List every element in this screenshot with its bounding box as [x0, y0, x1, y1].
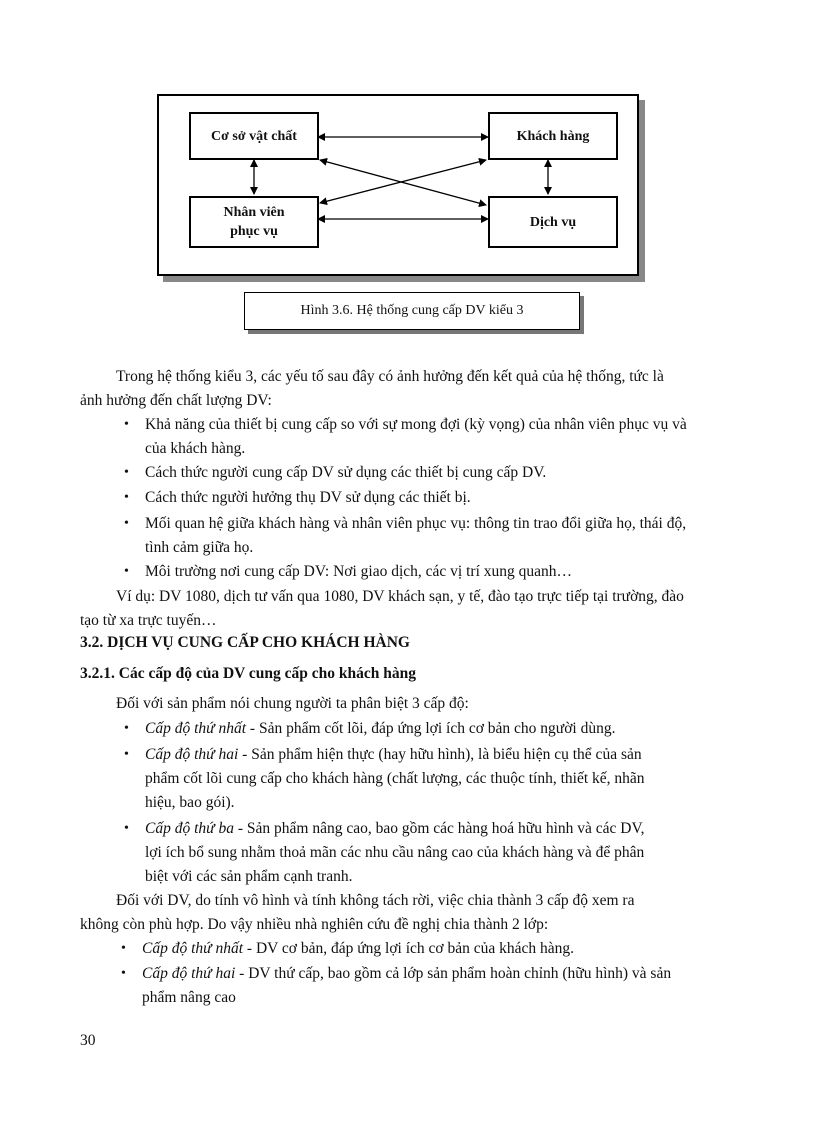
factor-4-line-2: tình cảm giữa họ. — [145, 539, 254, 556]
level-desc: - Sản phẩm nâng cao, bao gồm các hàng hoá hữu hình và các DV, — [233, 820, 645, 837]
node-khach-hang — [488, 112, 618, 160]
node-label: Khách hàng — [516, 128, 590, 144]
level-2-line-1 — [145, 743, 705, 767]
intro-line-1: Trong hệ thống kiểu 3, các yếu tố sau đây có ảnh hưởng đến kết quả của hệ thống, tức là — [116, 368, 664, 385]
level-desc: - Sản phẩm cốt lõi, đáp ứng lợi ích cơ bản cho người dùng. — [246, 720, 616, 737]
level-term: Cấp độ thứ ba — [145, 820, 234, 837]
dv-level-desc: - DV thứ cấp, bao gồm cả lớp sản phẩm hoàn chỉnh (hữu hình) và sản — [235, 965, 672, 982]
level-2-line-2: phẩm cốt lõi cung cấp cho khách hàng (chất lượng, các thuộc tính, thiết kế, nhãn — [145, 770, 645, 787]
level-term: Cấp độ thứ nhất — [145, 720, 247, 737]
bullet-dot: • — [121, 966, 126, 981]
example-line-1: Ví dụ: DV 1080, dịch tư vấn qua 1080, DV khách sạn, y tế, đào tạo trực tiếp tại trường, đào — [116, 588, 684, 605]
bullet-dot: • — [124, 516, 129, 531]
subsection-title: 3.2.1. Các cấp độ của DV cung cấp cho khách hàng — [80, 665, 417, 682]
level-2-line-3: hiệu, bao gói). — [145, 794, 235, 811]
dv-level-term: Cấp độ thứ hai — [142, 965, 236, 982]
dv-level-desc: - DV cơ bản, đáp ứng lợi ích cơ bản của khách hàng. — [243, 940, 575, 957]
intro-line-2: ảnh hưởng đến chất lượng DV: — [80, 392, 272, 409]
level-3-line-2: lợi ích bổ sung nhằm thoả mãn các nhu cầu nâng cao của khách hàng và để phân — [145, 844, 645, 861]
bullet-dot: • — [124, 417, 129, 432]
dv-level-2-line-2: phẩm nâng cao — [142, 989, 236, 1006]
factor-3: Cách thức người hưởng thụ DV sử dụng các thiết bị. — [145, 489, 471, 506]
section-title: 3.2. DỊCH VỤ CUNG CẤP CHO KHÁCH HÀNG — [80, 634, 410, 651]
level-desc: - Sản phẩm hiện thực (hay hữu hình), là biểu hiện cụ thể của sản — [238, 746, 642, 763]
factor-1-line-2: của khách hàng. — [145, 440, 246, 457]
level-term: Cấp độ thứ hai — [145, 746, 239, 763]
bullet-dot: • — [124, 564, 129, 579]
level-1 — [145, 717, 705, 741]
figure-caption: Hình 3.6. Hệ thống cung cấp DV kiểu 3 — [244, 292, 580, 330]
bullet-dot: • — [124, 747, 129, 762]
dv-level-1 — [142, 937, 705, 961]
level-3-line-3: biệt với các sản phẩm cạnh tranh. — [145, 868, 353, 885]
dv-level-2-line-1 — [142, 962, 705, 986]
node-co-so-vat-chat — [189, 112, 319, 160]
bullet-dot: • — [124, 465, 129, 480]
dv-level-term: Cấp độ thứ nhất — [142, 940, 244, 957]
factor-1-line-1: Khả năng của thiết bị cung cấp so với sự mong đợi (kỳ vọng) của nhân viên phục vụ và — [145, 416, 687, 433]
factor-4-line-1: Mối quan hệ giữa khách hàng và nhân viên phục vụ: thông tin trao đổi giữa họ, thái độ, — [145, 515, 687, 532]
bullet-dot: • — [124, 490, 129, 505]
dv-intro-line-2: không còn phù hợp. Do vậy nhiều nhà nghiên cứu đề nghị chia thành 2 lớp: — [80, 916, 549, 933]
level-3-line-1 — [145, 817, 705, 841]
example-line-2: tạo từ xa trực tuyến… — [80, 612, 217, 629]
node-label: Dịch vụ — [529, 214, 577, 230]
bullet-dot: • — [124, 721, 129, 736]
bullet-dot: • — [121, 941, 126, 956]
node-dich-vu — [488, 196, 618, 248]
levels-intro: Đối với sản phẩm nói chung người ta phân biệt 3 cấp độ: — [116, 695, 469, 712]
node-label-line1: Nhân viên — [223, 205, 285, 220]
factor-5: Môi trường nơi cung cấp DV: Nơi giao dịch, các vị trí xung quanh… — [145, 563, 573, 580]
dv-intro-line-1: Đối với DV, do tính vô hình và tính không tách rời, việc chia thành 3 cấp độ xem ra — [116, 892, 635, 909]
node-nhan-vien-phuc-vu — [189, 196, 319, 248]
node-label: Cơ sở vật chất — [211, 128, 297, 144]
page-number: 30 — [80, 1032, 96, 1049]
bullet-dot: • — [124, 821, 129, 836]
factor-2: Cách thức người cung cấp DV sử dụng các thiết bị cung cấp DV. — [145, 464, 547, 481]
node-label-line2: phục vụ — [230, 224, 278, 239]
